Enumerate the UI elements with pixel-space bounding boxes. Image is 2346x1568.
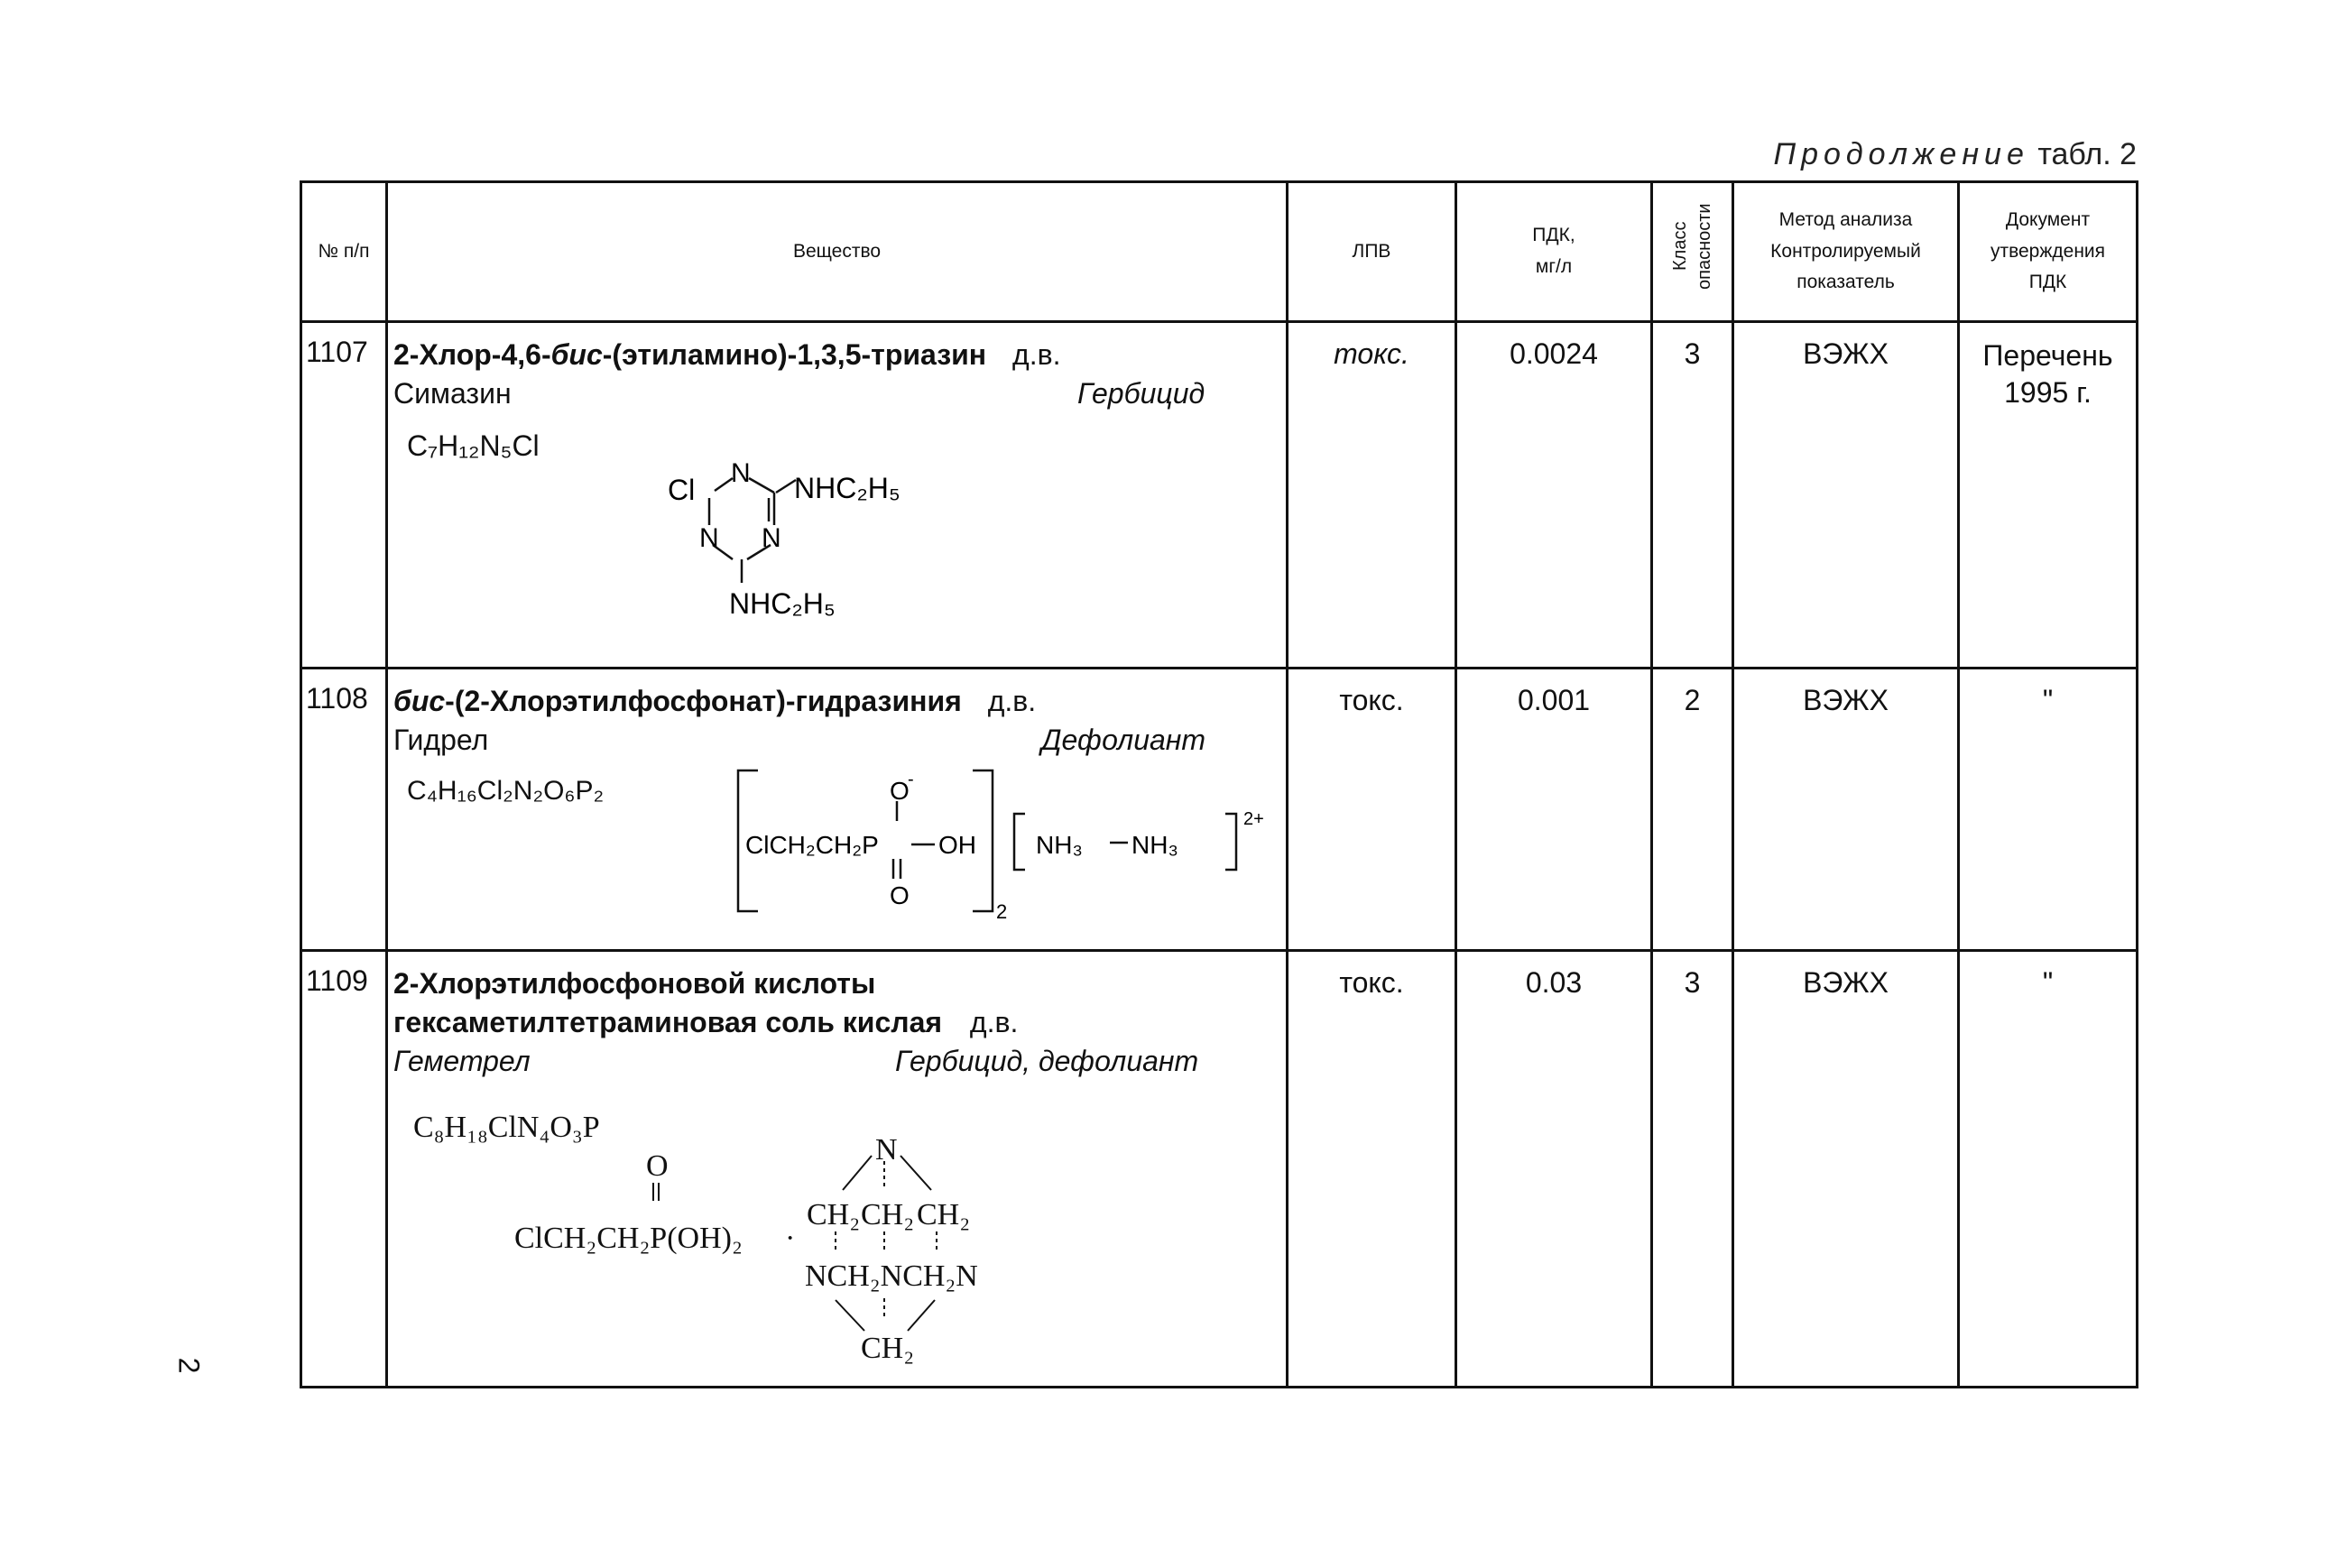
acid-group: ClCH₂CH₂P(OH)₂: [514, 1221, 743, 1255]
use-label: Дефолиант: [1041, 723, 1206, 756]
row-method: ВЭЖХ: [1733, 668, 1959, 950]
oh-group: OH: [938, 830, 976, 859]
use-label: Гербицид: [1077, 376, 1205, 410]
substances-table: [300, 180, 2138, 1388]
subscript-2: 2: [996, 899, 1008, 923]
header-method: Метод анализа Контролируемый показатель: [1733, 182, 1959, 322]
minus-charge: -: [908, 769, 914, 789]
hemetrel-structure: [514, 1132, 1110, 1367]
cl-atom: Cl: [668, 473, 696, 506]
substance-name-part: -(2-Хлорэтилфосфонат)-гидразиния: [445, 684, 962, 717]
row-substance: [387, 321, 1288, 668]
row-substance: [387, 950, 1288, 1387]
molecular-formula: C₇H₁₂N₅Cl: [407, 429, 540, 462]
header-num: № п/п: [301, 182, 387, 322]
substance-name-part: -(этиламино)-1,3,5-триазин: [602, 337, 987, 371]
ch2-group: CH₂: [917, 1197, 971, 1231]
trade-name: Гидрел: [393, 723, 489, 756]
n-row: NCH₂NCH₂N: [805, 1259, 978, 1293]
nh3-group: NH₃: [1036, 830, 1083, 859]
n-atom: N: [762, 522, 781, 553]
row-lpv: токс.: [1288, 950, 1456, 1387]
row-num: 1108: [301, 668, 387, 950]
substance-name-part: бис: [393, 684, 446, 717]
table-row: [301, 321, 2138, 668]
table-row: [301, 668, 2138, 950]
ch2-group: CH₂: [861, 1331, 915, 1365]
row-document: ": [1959, 668, 2138, 950]
salt-dot: ·: [785, 1221, 796, 1255]
nhc2h5-group: NHC₂H₅: [794, 471, 901, 504]
header-pdk: ПДК, мг/л: [1456, 182, 1652, 322]
row-num: 1109: [301, 950, 387, 1387]
o-atom: O: [890, 881, 910, 909]
row-lpv: токс.: [1288, 668, 1456, 950]
header-substance: Вещество: [387, 182, 1288, 322]
header-lpv: ЛПВ: [1288, 182, 1456, 322]
dv-label: д.в.: [1012, 337, 1061, 371]
n-atom: N: [699, 522, 719, 553]
row-hazard-class: 3: [1652, 321, 1733, 668]
molecular-formula: C₄H₁₆Cl₂N₂O₆P₂: [407, 775, 605, 806]
n-atom: N: [875, 1132, 898, 1167]
n-atom: N: [731, 457, 751, 488]
molecular-formula: C₈H₁₈ClN₄O₃P: [413, 1111, 600, 1145]
continuation-prefix: Продолжение: [1773, 137, 2029, 171]
ch2-group: CH₂: [807, 1197, 861, 1231]
row-method: ВЭЖХ: [1733, 321, 1959, 668]
substance-name-line: 2-Хлорэтилфосфоновой кислоты: [393, 966, 876, 1000]
row-hazard-class: 2: [1652, 668, 1733, 950]
page-number: 2: [172, 1357, 206, 1374]
dv-label: д.в.: [969, 1005, 1019, 1038]
dv-label: д.в.: [987, 684, 1037, 717]
row-pdk: 0.0024: [1456, 321, 1652, 668]
trade-name: Геметрел: [393, 1045, 531, 1078]
use-label: Гербицид, дефолиант: [895, 1045, 1199, 1078]
continuation-label: [1678, 137, 2137, 172]
substance-name-line: гексаметилтетраминовая соль кислая: [393, 1005, 943, 1038]
o-atom: O: [646, 1148, 669, 1183]
nhc2h5-group: NHC₂H₅: [729, 586, 836, 620]
row-document: ": [1959, 950, 2138, 1387]
table-row: [301, 950, 2138, 1387]
header-hazard-class-text: Класс опасности: [1669, 203, 1714, 290]
hydrel-structure: [731, 769, 1281, 931]
header-document: Документ утверждения ПДК: [1959, 182, 2138, 322]
triazine-structure: [659, 447, 956, 664]
substance-name-part: бис: [550, 337, 603, 371]
nh3-group: NH₃: [1131, 830, 1178, 859]
chain-group: ClCH₂CH₂P: [745, 830, 879, 859]
ch2-group: CH₂: [861, 1197, 915, 1231]
row-hazard-class: 3: [1652, 950, 1733, 1387]
trade-name: Симазин: [393, 376, 512, 410]
charge-label: 2+: [1243, 808, 1264, 829]
o-minus-atom: O: [890, 776, 910, 805]
row-lpv: токс.: [1288, 321, 1456, 668]
substance-name-part: 2-Хлор-4,6-: [393, 337, 551, 371]
row-method: ВЭЖХ: [1733, 950, 1959, 1387]
continuation-suffix: табл. 2: [2037, 137, 2137, 171]
row-document: Перечень 1995 г.: [1959, 321, 2138, 668]
row-pdk: 0.001: [1456, 668, 1652, 950]
row-pdk: 0.03: [1456, 950, 1652, 1387]
table-header-row: [301, 182, 2138, 322]
row-substance: [387, 668, 1288, 950]
header-hazard-class: [1652, 182, 1733, 322]
row-num: 1107: [301, 321, 387, 668]
